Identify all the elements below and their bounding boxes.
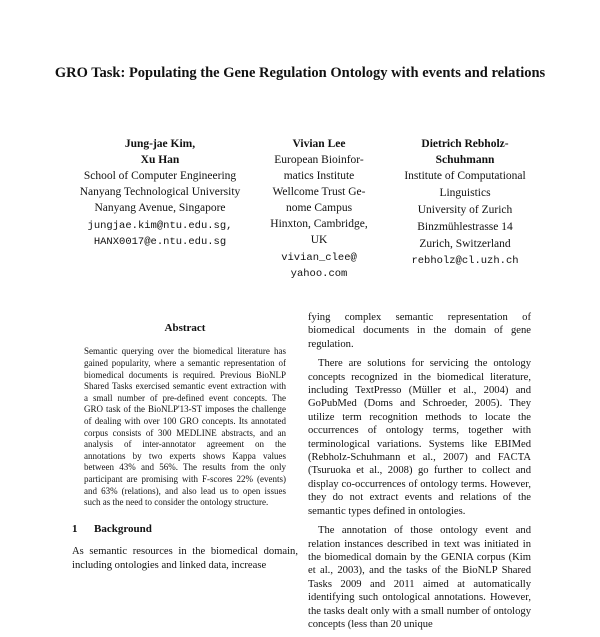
author-1-email: jungjae.kim@ntu.edu.sg, HANX0017@e.ntu.edu.sg bbox=[87, 220, 233, 248]
right-paragraph-2: There are solutions for servicing the ontology concepts recognized in the biomedical literature, including TextPresso (Müller et al., 2004) and GoPubMed (Doms and Schroeder, 2005). They utilize term recognition methods to locate the occurrences of ontology terms, together with terminological variations. Systems like EBIMed (Rebholz-Schuhmann et al., 2007) and FACTA (Tsuruoka et al., 2008) go further to collect and display co-occurrences of ontology terms. However, they do not extract events and relations of the semantic types defined in ontologies. bbox=[308, 358, 531, 517]
right-column bbox=[308, 311, 531, 637]
author-1-affiliation: School of Computer Engineering Nanyang Technological University Nanyang Avenue, Singapore bbox=[79, 170, 241, 214]
author-3-affiliation: Institute of Computational Linguistics University of Zurich Binzmühlestrasse 14 Zurich, Switzerland bbox=[404, 170, 526, 250]
author-1-name: Jung-jae Kim, Xu Han bbox=[124, 138, 196, 166]
abstract-heading: Abstract bbox=[164, 322, 206, 334]
section-heading bbox=[72, 523, 298, 535]
author-2-name: Vivian Lee bbox=[292, 138, 346, 150]
author-2-affiliation: European Bioinfor- matics Institute Wellcome Trust Ge- nome Campus Hinxton, Cambridge, UK bbox=[270, 154, 368, 246]
left-column bbox=[72, 322, 298, 572]
author-2-email: vivian_clee@ yahoo.com bbox=[281, 252, 357, 280]
author-2 bbox=[258, 136, 380, 282]
section-text: As semantic resources in the biomedical domain, including ontologies and linked data, increase bbox=[72, 546, 298, 571]
section-number: 1 bbox=[72, 522, 78, 535]
abstract-text: Semantic querying over the biomedical literature has gained popularity, where a semantic representation of biomedical documents is required. Previous BioNLP Shared Tasks exercised semantic event extraction with a small number of pre-defined event concepts. The GRO task of the BioNLP'13-ST imposes the challenge of dealing with over 100 GRO concepts. Its annotated corpus consists of 300 MEDLINE abstracts, and an analysis of inter-annotator agreement on the annotations by two experts shows Kappa values between 43% and 56%. The results from the only participant are promising with F-scores 22% (events) and 63% (relations), and also lead us to open issues such as the need to consider the ontology structure. bbox=[84, 346, 286, 508]
author-3-email: rebholz@cl.uzh.ch bbox=[411, 255, 519, 267]
author-1 bbox=[60, 136, 260, 250]
section-title: Background bbox=[94, 522, 152, 535]
right-paragraph-3: The annotation of those ontology event and relation instances described in text was initiated in the biomedical domain by the GENIA corpus (Kim et al., 2003), and the tasks of the BioNLP Shared Tasks 2009 and 2011 aimed at automatically identifying such ontological annotations. However, the tasks dealt only with a small number of ontology concepts (less than 20 unique bbox=[308, 525, 531, 630]
author-3-name: Dietrich Rebholz- Schuhmann bbox=[421, 138, 509, 166]
right-paragraph-1: fying complex semantic representation of biomedical documents in the domain of gene regulation. bbox=[308, 312, 531, 350]
paper-title: GRO Task: Populating the Gene Regulation Ontology with events and relations bbox=[54, 65, 546, 81]
author-3 bbox=[380, 136, 550, 269]
